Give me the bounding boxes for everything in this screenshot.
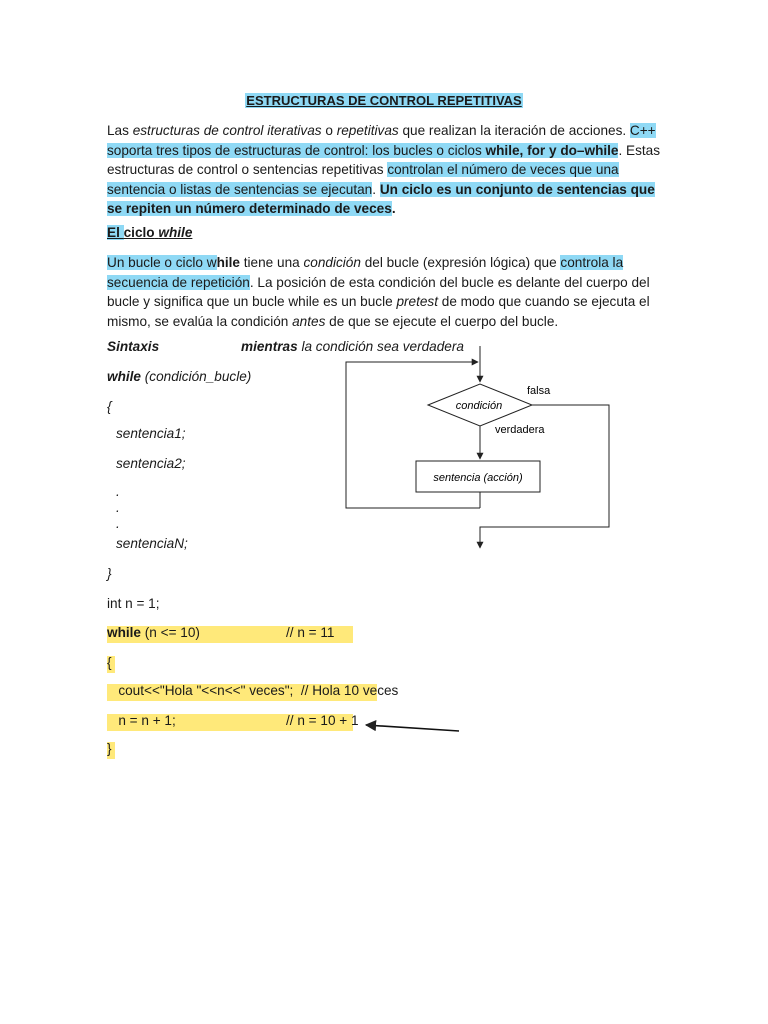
highlight-loop-definition: Un ciclo es un conjunto de sentencias que se repiten un número determinado de veces [107, 181, 655, 216]
syntax-dot-1: . [116, 484, 120, 499]
action-label: sentencia (acción) [433, 472, 523, 484]
syntax-description: mientras la condición sea verdadera [241, 339, 464, 354]
code-line-init: int n = 1; [107, 596, 160, 611]
code-comment-increment: // n = 10 + 1 [286, 713, 359, 728]
code-line-while: while (n <= 10) [107, 625, 200, 640]
section-heading-while: El ciclo while [107, 225, 193, 240]
pointer-arrow [366, 725, 459, 731]
true-label: verdadera [495, 424, 545, 436]
code-line-cout: cout<<"Hola "<<n<<" veces"; // Hola 10 veces [107, 683, 399, 698]
code-line-close-brace: } [107, 741, 112, 756]
syntax-label: Sintaxis [107, 339, 160, 354]
syntax-sentenciaN: sentenciaN; [116, 536, 188, 551]
code-line-increment: n = n + 1; [107, 713, 176, 728]
syntax-sentencia2: sentencia2; [116, 456, 186, 471]
syntax-close-brace: } [107, 566, 112, 581]
highlight-cpp-support: C++ soporta tres tipos de estructuras de control: los bucles o ciclos while, for y do–while [107, 123, 656, 158]
syntax-dot-3: . [116, 516, 120, 531]
while-paragraph: Un bucle o ciclo while tiene una condición del bucle (expresión lógica) que controla la secuencia de repetición. La posición de esta condición del bucle es delante del cuerpo del bucle y significa que un bucle while es un bucle pretest de modo que cuando se ejecuta el mismo, se evalúa la condición antes de que se ejecute el cuerpo del bucle. [107, 255, 650, 329]
syntax-dot-2: . [116, 500, 120, 515]
condition-label: condición [455, 400, 503, 412]
page-title: ESTRUCTURAS DE CONTROL REPETITIVAS [246, 93, 522, 108]
syntax-open-brace: { [107, 399, 112, 414]
highlight-control-count: controlan el número de veces que una sentencia o listas de sentencias se ejecutan [107, 162, 619, 197]
syntax-sentencia1: sentencia1; [116, 426, 186, 441]
intro-paragraph: Las estructuras de control iterativas o repetitivas que realizan la iteración de acciones. C++ soporta tres tipos de estructuras de control: los bucles o ciclos while, for y do–while. Estas estructuras de control o sentencias repetitivas controlan el número de veces que una sentencia o listas de sentencias se ejecutan. Un ciclo es un conjunto de sentencias que se repiten un número determinado de veces. [107, 123, 661, 216]
false-label: falsa [527, 385, 551, 397]
code-line-open-brace: { [107, 655, 112, 670]
code-comment-while: // n = 11 [286, 625, 335, 640]
syntax-while-line: while (condición_bucle) [107, 369, 252, 384]
